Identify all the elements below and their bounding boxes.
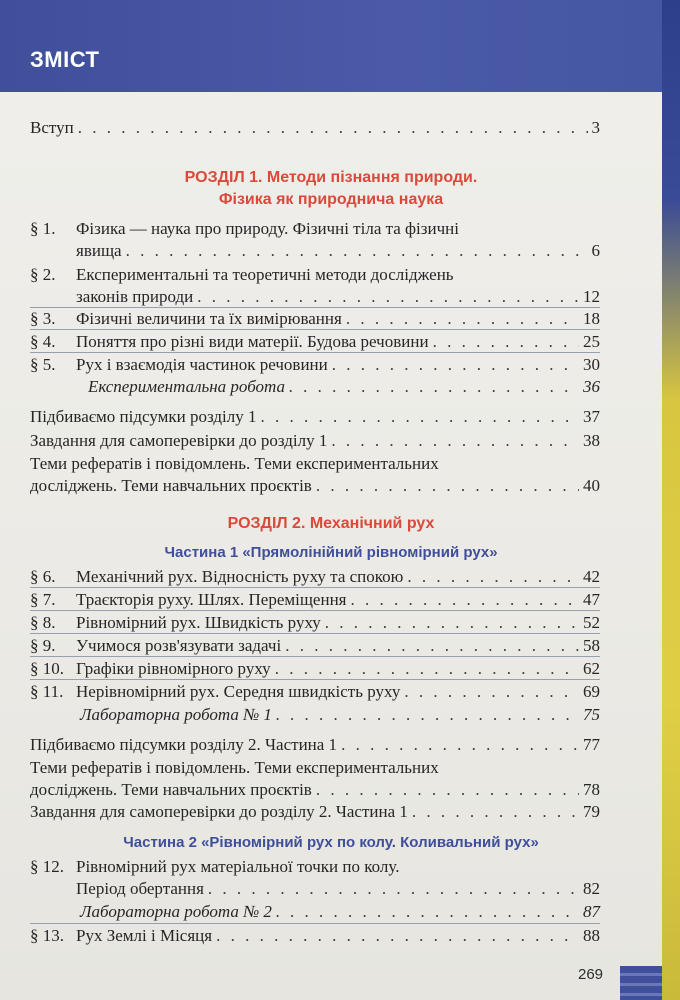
entry-page: 12: [583, 287, 600, 306]
entry-number: § 10.: [30, 659, 64, 678]
leader-dots: [197, 286, 579, 308]
entry-title-line2: явища: [76, 241, 122, 260]
entry-page: 25: [583, 332, 600, 351]
entry-title-line2: Період обертання: [76, 879, 204, 898]
toc-entry-par-2: [76, 286, 600, 308]
entry-page: 3: [591, 118, 600, 137]
toc-entry-selfcheck-1: [30, 430, 600, 452]
entry-page: 77: [583, 735, 600, 754]
entry-title-line2: досліджень. Теми навчальних проєктів: [30, 780, 312, 799]
entry-page: 78: [583, 780, 600, 799]
leader-dots: [78, 117, 588, 139]
entry-page: 69: [583, 682, 600, 701]
divider: [30, 329, 600, 330]
leader-dots: [341, 734, 579, 756]
leader-dots: [346, 308, 579, 330]
toc-entry-par-5: [30, 354, 600, 376]
entry-number: § 1.: [30, 219, 56, 238]
entry-title: Поняття про різні види матерії. Будова речовини: [76, 332, 429, 351]
entry-number: § 4.: [30, 332, 56, 351]
toc-entry-par-3: [30, 308, 600, 330]
leader-dots: [208, 878, 579, 900]
entry-title: Лабораторна робота № 2: [80, 902, 272, 921]
entry-number: § 12.: [30, 857, 64, 876]
divider: [30, 923, 600, 924]
entry-title: Фізичні величини та їх вимірювання: [76, 309, 342, 328]
divider: [30, 656, 600, 657]
toc-entry-par-7: [30, 589, 600, 611]
entry-page: 82: [583, 879, 600, 898]
page-number: 269: [578, 966, 604, 983]
entry-page: 87: [583, 902, 600, 921]
leader-dots: [351, 589, 580, 611]
divider: [30, 352, 600, 353]
toc-entry-par-9: [30, 635, 600, 657]
page-title: ЗМІСТ: [30, 47, 100, 72]
entry-page: 47: [583, 590, 600, 609]
entry-number: § 13.: [30, 926, 64, 945]
leader-dots: [412, 801, 579, 823]
entry-title: Завдання для самоперевірки до розділу 2. Частина 1: [30, 802, 408, 821]
entry-title-line2: досліджень. Теми навчальних проєктів: [30, 476, 312, 495]
entry-number: § 2.: [30, 265, 56, 284]
entry-title: Нерівномірний рух. Середня швидкість руху: [76, 682, 401, 701]
toc-entry-selfcheck-2-part1: [30, 801, 600, 823]
entry-page: 37: [583, 407, 600, 426]
entry-number: § 6.: [30, 567, 56, 586]
entry-title: Вступ: [30, 118, 74, 137]
section-1-heading-line2: Фізика як природнича наука: [218, 191, 444, 208]
entry-title: Механічний рух. Відносність руху та спокою: [76, 567, 404, 586]
entry-page: 52: [583, 613, 600, 632]
entry-title: Рівномірний рух. Швидкість руху: [76, 613, 321, 632]
entry-title: Учимося розв'язувати задачі: [76, 636, 282, 655]
leader-dots: [407, 566, 579, 588]
entry-title: Лабораторна робота № 1: [80, 705, 272, 724]
section-2-heading: РОЗДІЛ 2. Механічний рух: [227, 515, 435, 532]
leader-dots: [332, 354, 579, 376]
toc-entry-topics-1: [30, 475, 600, 497]
entry-title: Графіки рівномірного руху: [76, 659, 271, 678]
entry-title-line1: Теми рефератів і повідомлень. Теми експериментальних: [30, 454, 439, 473]
leader-dots: [404, 681, 579, 703]
entry-title: Рух Землі і Місяця: [76, 926, 213, 945]
entry-page: 40: [583, 476, 600, 495]
page-edge-stripe: [662, 0, 680, 1000]
entry-page: 38: [583, 431, 600, 450]
part-1-heading: Частина 1 «Прямолінійний рівномірний рух»: [164, 544, 498, 561]
toc-entry-par-11: [30, 681, 600, 703]
toc-entry-lab-work-1: [80, 704, 600, 726]
toc-entry-experimental-work: [88, 376, 600, 398]
entry-title: Підбиваємо підсумки розділу 1: [30, 407, 257, 426]
divider: [30, 587, 600, 588]
toc-entry-par-6: [30, 566, 600, 588]
leader-dots: [316, 475, 579, 497]
entry-page: 79: [583, 802, 600, 821]
toc-entry-intro: [30, 117, 600, 139]
toc-entry-par-12: [76, 878, 600, 900]
entry-page: 18: [583, 309, 600, 328]
entry-title: Траєкторія руху. Шлях. Переміщення: [76, 590, 347, 609]
divider: [30, 679, 600, 680]
entry-page: 58: [583, 636, 600, 655]
entry-title: Завдання для самоперевірки до розділу 1: [30, 431, 328, 450]
entry-title-line1: Теми рефератів і повідомлень. Теми експериментальних: [30, 758, 439, 777]
entry-number: § 9.: [30, 636, 56, 655]
leader-dots: [289, 376, 579, 398]
entry-number: § 7.: [30, 590, 56, 609]
entry-number: § 8.: [30, 613, 56, 632]
leader-dots: [261, 406, 580, 428]
toc-entry-lab-work-2: [80, 901, 600, 923]
entry-number: § 5.: [30, 355, 56, 374]
toc-entry-par-10: [30, 658, 600, 680]
toc-entry-par-8: [30, 612, 600, 634]
leader-dots: [285, 635, 579, 657]
entry-page: 6: [591, 241, 600, 260]
toc-entry-par-1: [76, 240, 600, 262]
divider: [30, 610, 600, 611]
entry-number: § 3.: [30, 309, 56, 328]
part-2-heading: Частина 2 «Рівномірний рух по колу. Коливальний рух»: [123, 834, 539, 851]
leader-dots: [276, 901, 579, 923]
leader-dots: [276, 704, 579, 726]
toc-entry-topics-2-part1: [30, 779, 600, 801]
footer-decoration: [620, 966, 662, 1000]
entry-page: 62: [583, 659, 600, 678]
entry-title: Підбиваємо підсумки розділу 2. Частина 1: [30, 735, 338, 754]
divider: [30, 633, 600, 634]
leader-dots: [433, 331, 579, 353]
entry-page: 42: [583, 567, 600, 586]
leader-dots: [126, 240, 588, 262]
toc-entry-par-13: [30, 925, 600, 947]
entry-title: Рух і взаємодія частинок речовини: [76, 355, 328, 374]
entry-title-line1: Рівномірний рух матеріальної точки по колу.: [76, 857, 400, 876]
leader-dots: [216, 925, 579, 947]
toc-entry-summary-1: [30, 406, 600, 428]
section-1-heading-line1: РОЗДІЛ 1. Методи пізнання природи.: [184, 169, 478, 186]
entry-page: 88: [583, 926, 600, 945]
toc-entry-summary-2-part1: [30, 734, 600, 756]
leader-dots: [316, 779, 579, 801]
leader-dots: [331, 430, 579, 452]
entry-page: 75: [583, 705, 600, 724]
leader-dots: [275, 658, 579, 680]
entry-page: 36: [583, 377, 600, 396]
entry-title-line2: законів природи: [76, 287, 194, 306]
entry-page: 30: [583, 355, 600, 374]
toc-entry-par-4: [30, 331, 600, 353]
entry-title-line1: Фізика — наука про природу. Фізичні тіла та фізичні: [76, 219, 459, 238]
entry-title: Експериментальна робота: [88, 377, 286, 396]
leader-dots: [325, 612, 579, 634]
entry-title-line1: Експериментальні та теоретичні методи досліджень: [76, 265, 454, 284]
entry-number: § 11.: [30, 682, 64, 701]
